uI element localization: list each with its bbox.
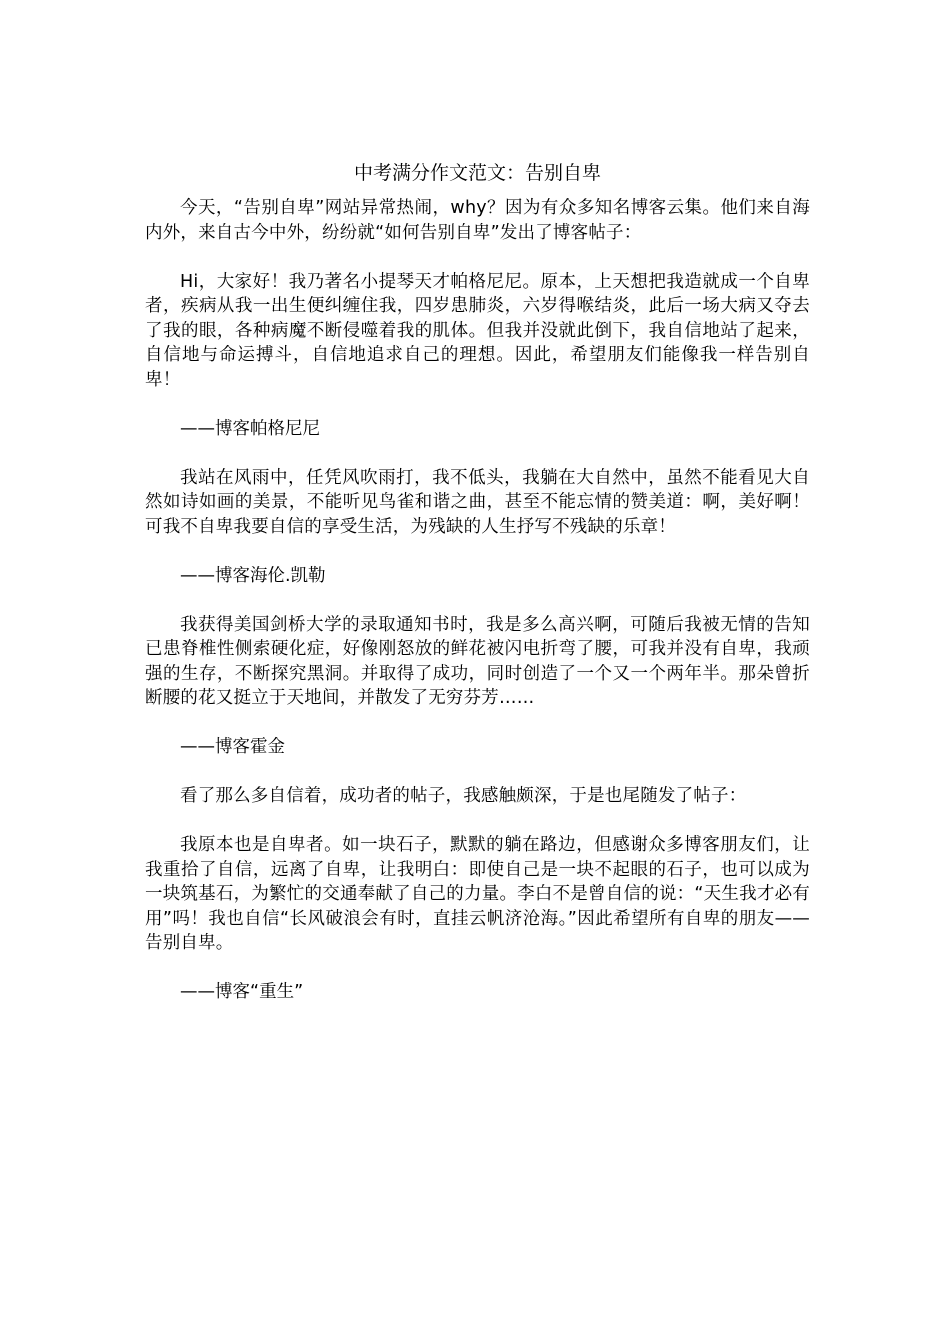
paragraph-gap [145,956,810,981]
post-paganini-body: Hi，大家好！我乃著名小提琴天才帕格尼尼。原本，上天想把我造就成一个自卑者，疾病从我一出生便纠缠住我，四岁患肺炎，六岁得喉结炎，此后一场大病又夺去了我的眼，各种病魔不断侵噬着我的肌体。但我并没就此倒下，我自信地站了起来，自信地与命运搏斗，自信地追求自己的理想。因此，希望朋友们能像我一样告别自卑！ [145,271,810,390]
post-hawking-body: 我获得美国剑桥大学的录取通知书时，我是多么高兴啊，可随后我被无情的告知已患脊椎性侧索硬化症，好像刚怒放的鲜花被闪电折弯了腰，可我并没有自卑，我顽强的生存，不断探究黑洞。并取得了成功，同时创造了一个又一个两年半。那朵曾折断腰的花又挺立于天地间，并散发了无穷芬芳…… [145,614,810,708]
post-paganini-signature: ——博客帕格尼尼 [180,418,320,439]
intro-paragraph: 今天，“告别自卑”网站异常热闹，why？因为有众多知名博客云集。他们来自海内外，来自古今中外，纷纷就“如何告别自卑”发出了博客帖子： [145,198,810,243]
post-hawking-signature: ——博客霍金 [180,737,285,757]
document-title: 中考满分作文范文：告别自卑 [353,162,601,184]
document-content [145,158,810,1005]
post-keller-signature: ——博客海伦.凯勒 [180,565,326,586]
paragraph-gap [145,711,810,736]
paragraph-gap [145,588,810,613]
transition-paragraph: 看了那么多自信着，成功者的帖子，我感触颇深，于是也尾随发了帖子： [180,786,747,806]
paragraph-gap [145,392,810,417]
post-keller-body: 我站在风雨中，任凭风吹雨打，我不低头，我躺在大自然中，虽然不能看见大自然如诗如画的美景，不能听见鸟雀和谐之曲，甚至不能忘情的赞美道：啊，美好啊！可我不自卑我要自信的享受生活，为残缺的人生抒写不残缺的乐章！ [145,467,810,537]
paragraph-gap [145,809,810,834]
paragraph-gap [145,539,810,564]
final-post-signature: ——博客“重生” [180,982,304,1002]
paragraph-gap [145,441,810,466]
paragraph-gap [145,245,810,270]
final-post-body: 我原本也是自卑者。如一块石子，默默的躺在路边，但感谢众多博客朋友们，让我重拾了自信，远离了自卑，让我明白：即使自己是一块不起眼的石子，也可以成为一块筑基石，为繁忙的交通奉献了自己的力量。李白不是曾自信的说：“天生我才必有用”吗！我也自信“长风破浪会有时，直挂云帆济沧海。”因此希望所有自卑的朋友——告别自卑。 [145,835,810,953]
paragraph-gap [145,760,810,785]
